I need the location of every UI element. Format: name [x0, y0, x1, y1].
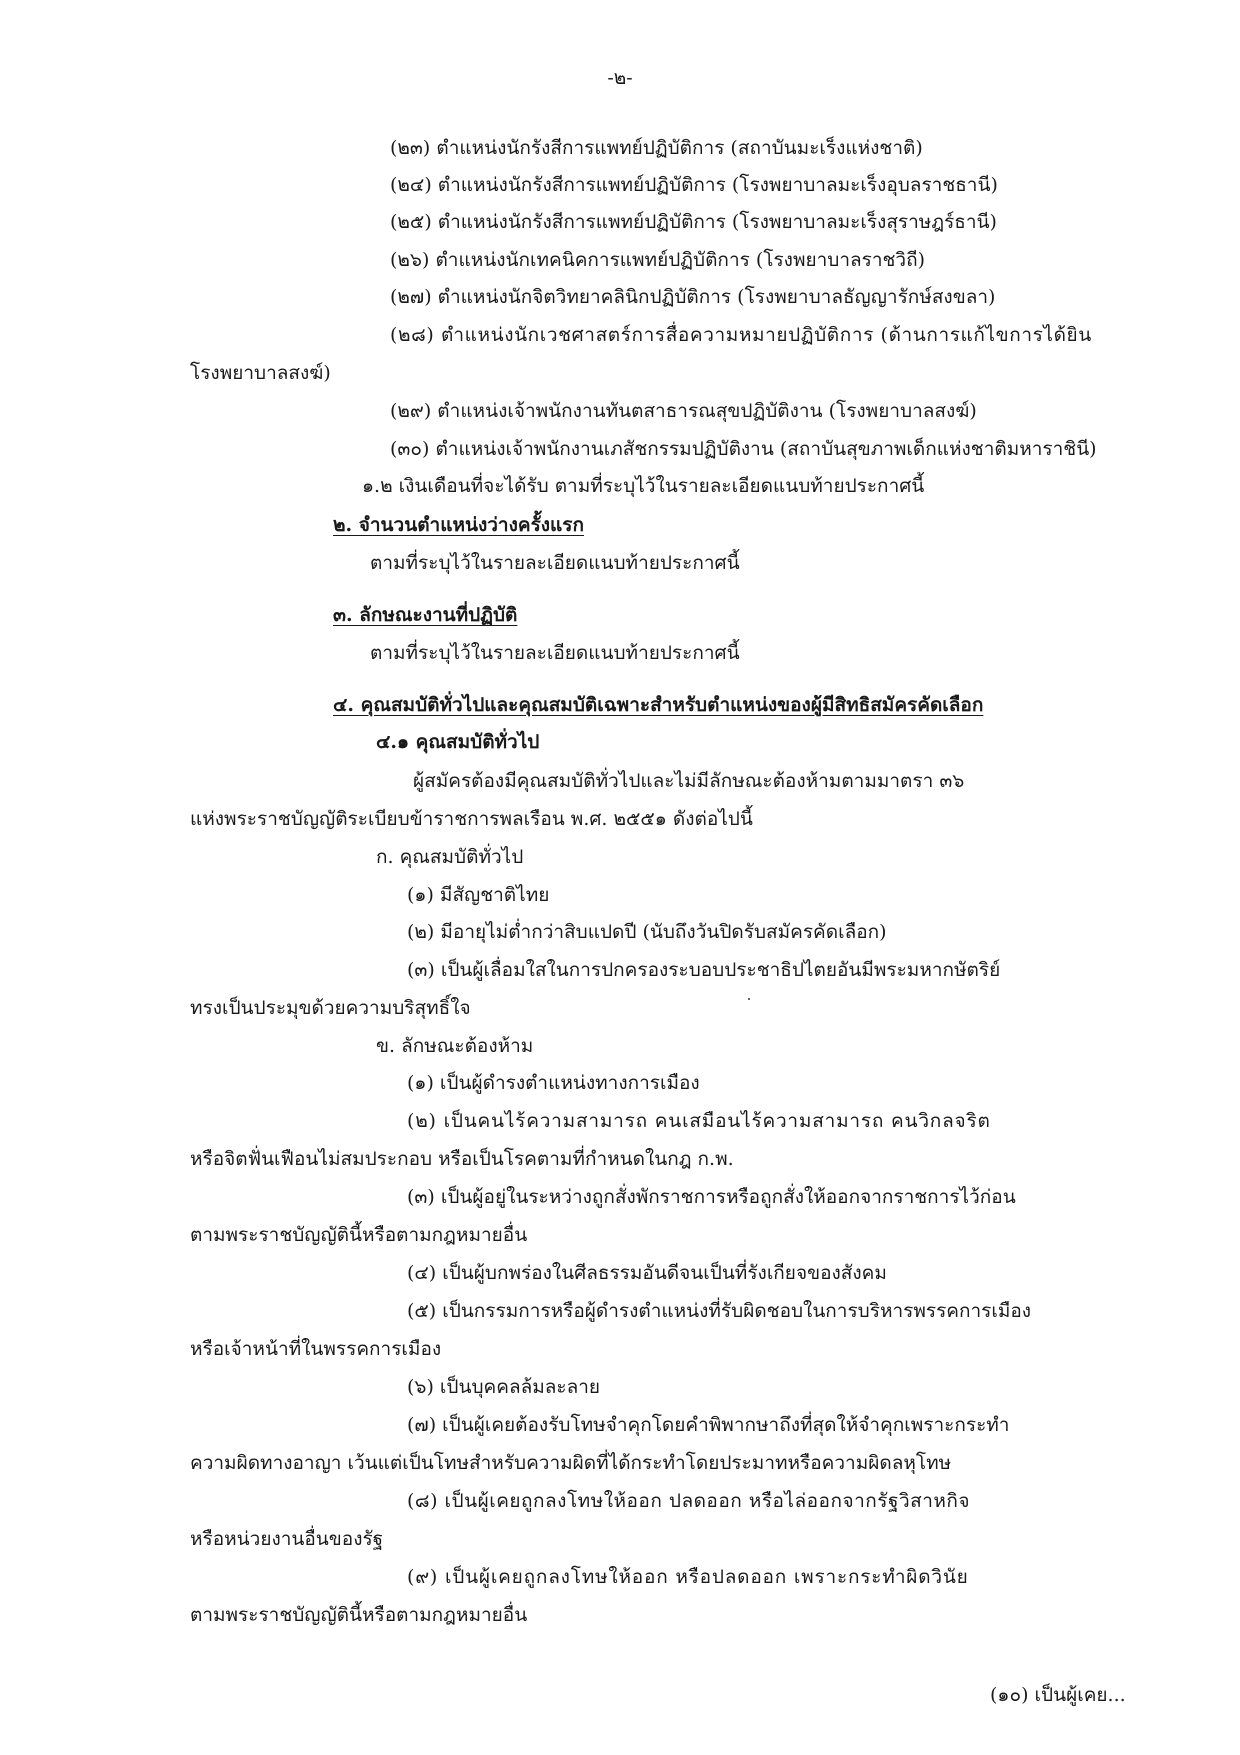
text-line: (๒๕) ตำแหน่งนักรังสีการแพทย์ปฏิบัติการ (โรงพยาบาลมะเร็งสุราษฎร์ธานี)	[390, 211, 997, 233]
text-line: (๓) เป็นผู้เลื่อมใสในการปกครองระบอบประชาธิปไตยอันมีพระมหากษัตริย์	[407, 959, 1001, 981]
text-line: หรือจิตฟั่นเฟือนไม่สมประกอบ หรือเป็นโรคตามที่กำหนดในกฎ ก.พ.	[190, 1148, 734, 1170]
text-line: (๓) เป็นผู้อยู่ในระหว่างถูกสั่งพักราชการหรือถูกสั่งให้ออกจากราชการไว้ก่อน	[407, 1186, 1016, 1208]
text-line: ตามที่ระบุไว้ในรายละเอียดแนบท้ายประกาศนี้	[370, 552, 740, 574]
text-line: (๗) เป็นผู้เคยต้องรับโทษจำคุกโดยคำพิพากษาถึงที่สุดให้จำคุกเพราะกระทำ	[407, 1414, 1010, 1436]
continuation-text: (๑๐) เป็นผู้เคย...	[990, 1684, 1126, 1706]
scan-speck	[748, 998, 750, 1000]
section-heading: ๒. จำนวนตำแหน่งว่างครั้งแรก	[333, 514, 585, 536]
subsection-heading: ๔.๑ คุณสมบัติทั่วไป	[376, 731, 540, 753]
text-line: (๒๘) ตำแหน่งนักเวชศาสตร์การสื่อความหมายปฏิบัติการ (ด้านการแก้ไขการได้ยิน	[390, 324, 1092, 346]
text-line: ๑.๒ เงินเดือนที่จะได้รับ ตามที่ระบุไว้ในรายละเอียดแนบท้ายประกาศนี้	[362, 475, 925, 497]
text-line: ความผิดทางอาญา เว้นแต่เป็นโทษสำหรับความผิดที่ได้กระทำโดยประมาทหรือความผิดลหุโทษ	[190, 1452, 952, 1474]
text-line: ก. คุณสมบัติทั่วไป	[376, 846, 524, 868]
page-number: -๒-	[607, 67, 633, 89]
text-line: (๒) เป็นคนไร้ความสามารถ คนเสมือนไร้ความสามารถ คนวิกลจริต	[407, 1110, 991, 1132]
section-heading: ๔. คุณสมบัติทั่วไปและคุณสมบัติเฉพาะสำหรับตำแหน่งของผู้มีสิทธิสมัครคัดเลือก	[333, 694, 984, 716]
text-line: หรือเจ้าหน้าที่ในพรรคการเมือง	[190, 1338, 442, 1360]
text-line: หรือหน่วยงานอื่นของรัฐ	[190, 1528, 384, 1550]
text-line: ตามพระราชบัญญัตินี้หรือตามกฎหมายอื่น	[190, 1224, 528, 1246]
text-line: (๑) เป็นผู้ดำรงตำแหน่งทางการเมือง	[407, 1072, 700, 1094]
text-line: (๔) เป็นผู้บกพร่องในศีลธรรมอันดีจนเป็นที่รังเกียจของสังคม	[407, 1262, 887, 1284]
text-line: (๒๔) ตำแหน่งนักรังสีการแพทย์ปฏิบัติการ (โรงพยาบาลมะเร็งอุบลราชธานี)	[390, 174, 998, 196]
text-line: ผู้สมัครต้องมีคุณสมบัติทั่วไปและไม่มีลักษณะต้องห้ามตามมาตรา ๓๖	[413, 770, 965, 792]
text-line: (๒๗) ตำแหน่งนักจิตวิทยาคลินิกปฏิบัติการ (โรงพยาบาลธัญญารักษ์สงขลา)	[390, 286, 996, 308]
text-line: (๒๙) ตำแหน่งเจ้าพนักงานทันตสาธารณสุขปฏิบัติงาน (โรงพยาบาลสงฆ์)	[390, 400, 977, 422]
text-line: (๒) มีอายุไม่ต่ำกว่าสิบแปดปี (นับถึงวันปิดรับสมัครคัดเลือก)	[407, 921, 887, 943]
section-heading: ๓. ลักษณะงานที่ปฏิบัติ	[333, 604, 518, 626]
text-line: (๑) มีสัญชาติไทย	[407, 884, 550, 906]
text-line: (๕) เป็นกรรมการหรือผู้ดำรงตำแหน่งที่รับผิดชอบในการบริหารพรรคการเมือง	[407, 1300, 1032, 1322]
text-line: (๒๖) ตำแหน่งนักเทคนิคการแพทย์ปฏิบัติการ (โรงพยาบาลราชวิถี)	[390, 249, 926, 271]
text-line: ข. ลักษณะต้องห้าม	[376, 1035, 534, 1057]
text-line: ทรงเป็นประมุขด้วยความบริสุทธิ์ใจ	[190, 997, 471, 1019]
text-line: (๖) เป็นบุคคลล้มละลาย	[407, 1376, 601, 1398]
text-line: (๒๓) ตำแหน่งนักรังสีการแพทย์ปฏิบัติการ (สถาบันมะเร็งแห่งชาติ)	[390, 137, 923, 159]
text-line: ตามที่ระบุไว้ในรายละเอียดแนบท้ายประกาศนี้	[370, 642, 740, 664]
text-line: ตามพระราชบัญญัตินี้หรือตามกฎหมายอื่น	[190, 1604, 528, 1626]
text-line: (๘) เป็นผู้เคยถูกลงโทษให้ออก ปลดออก หรือไล่ออกจากรัฐวิสาหกิจ	[407, 1490, 971, 1512]
text-line: แห่งพระราชบัญญัติระเบียบข้าราชการพลเรือน พ.ศ. ๒๕๕๑ ดังต่อไปนี้	[190, 808, 753, 830]
text-line: โรงพยาบาลสงฆ์)	[190, 362, 331, 384]
text-line: (๓๐) ตำแหน่งเจ้าพนักงานเภสัชกรรมปฏิบัติงาน (สถาบันสุขภาพเด็กแห่งชาติมหาราชินี)	[390, 438, 1097, 460]
text-line: (๙) เป็นผู้เคยถูกลงโทษให้ออก หรือปลดออก เพราะกระทำผิดวินัย	[407, 1566, 969, 1588]
